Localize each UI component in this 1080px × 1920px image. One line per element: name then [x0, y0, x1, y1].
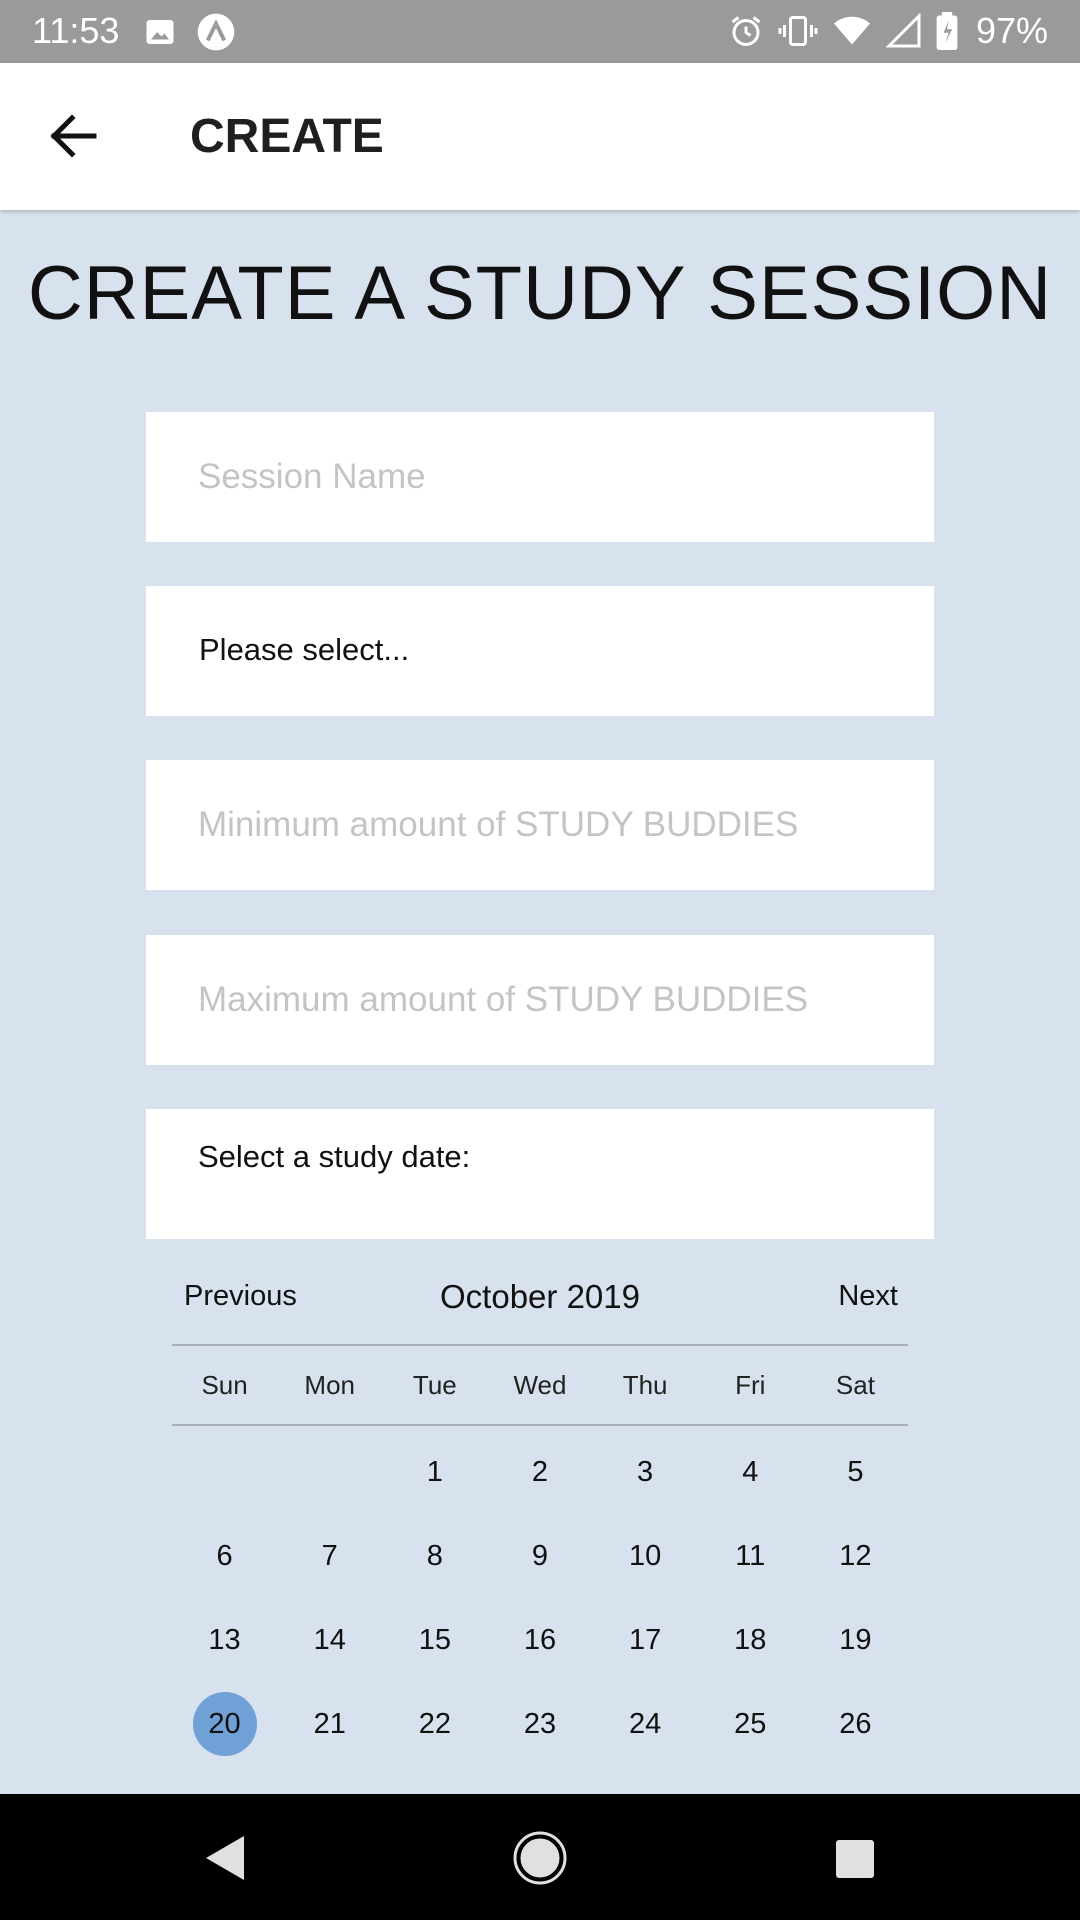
calendar-day-number — [298, 1440, 362, 1504]
nav-home-icon — [512, 1830, 568, 1886]
calendar-day-cell[interactable] — [172, 1514, 277, 1598]
image-icon — [142, 14, 178, 50]
calendar-day-cell[interactable] — [382, 1514, 487, 1598]
max-buddies-input[interactable] — [146, 935, 934, 1065]
weekday-label: Sun — [201, 1370, 248, 1400]
calendar-day-number: 12 — [839, 1539, 872, 1572]
calendar-day-number: 17 — [628, 1623, 662, 1656]
calendar-day-cell[interactable] — [172, 1598, 277, 1682]
calendar-day-cell[interactable] — [172, 1682, 277, 1766]
arrow-left-icon — [42, 111, 104, 161]
calendar-day-number: 26 — [839, 1707, 872, 1740]
calendar-day-cell[interactable] — [698, 1598, 803, 1682]
calendar-day-cell[interactable] — [382, 1682, 487, 1766]
calendar-grid — [172, 1426, 908, 1766]
calendar-day-cell[interactable] — [803, 1682, 908, 1766]
calendar-day-number: 1 — [426, 1455, 443, 1488]
calendar-day-cell[interactable] — [277, 1514, 382, 1598]
min-buddies-input[interactable] — [146, 760, 934, 890]
subject-select[interactable] — [146, 586, 934, 716]
status-time: 11:53 — [32, 10, 120, 51]
calendar-day-number: 15 — [418, 1623, 451, 1656]
calendar-week-row — [172, 1514, 908, 1598]
calendar-day-number: 14 — [313, 1623, 346, 1656]
alarm-icon — [728, 13, 764, 49]
calendar-day-cell[interactable] — [593, 1430, 698, 1514]
weekday-label: Fri — [735, 1370, 766, 1400]
calendar-previous-button[interactable]: Previous — [184, 1280, 297, 1312]
calendar-day-number: 13 — [208, 1623, 241, 1656]
subject-select-value: Please select... — [199, 632, 410, 667]
calendar-day-cell[interactable] — [698, 1430, 803, 1514]
calendar-empty-cell — [277, 1430, 382, 1514]
weekday-label: Tue — [412, 1370, 457, 1400]
app-bar-title: CREATE — [190, 110, 384, 163]
back-button[interactable] — [42, 111, 104, 161]
calendar-day-number: 6 — [216, 1539, 233, 1572]
calendar-day-number: 7 — [321, 1539, 338, 1572]
calendar-day-cell[interactable] — [593, 1682, 698, 1766]
calendar-day-cell[interactable] — [593, 1514, 698, 1598]
calendar-day-number: 3 — [637, 1455, 654, 1488]
weekday-label: Thu — [622, 1370, 668, 1400]
calendar-day-number: 9 — [531, 1539, 549, 1572]
calendar-nav — [172, 1260, 908, 1344]
calendar-week-row — [172, 1598, 908, 1682]
weekday-label: Wed — [513, 1370, 567, 1400]
wifi-icon — [832, 13, 872, 49]
calendar-day-selected: 20 — [193, 1692, 257, 1756]
battery-icon — [936, 12, 958, 50]
calendar-day-cell[interactable] — [277, 1598, 382, 1682]
calendar-day-cell[interactable] — [382, 1430, 487, 1514]
calendar-day-number: 11 — [735, 1539, 766, 1572]
session-name-input[interactable] — [146, 412, 934, 542]
nav-back-icon — [198, 1830, 254, 1886]
calendar-month-label: October 2019 — [440, 1278, 640, 1315]
calendar-day-number: 5 — [847, 1455, 864, 1488]
study-date-field — [146, 1109, 934, 1239]
calendar-week-row — [172, 1430, 908, 1514]
app-icon — [196, 12, 236, 52]
calendar-empty-cell — [172, 1430, 277, 1514]
calendar-day-number — [193, 1440, 257, 1504]
calendar-day-number: 21 — [313, 1707, 346, 1740]
calendar-weekday-header — [172, 1344, 908, 1426]
weekday-label: Sat — [835, 1370, 875, 1400]
app-bar — [0, 63, 1080, 210]
session-name-field — [146, 412, 934, 542]
page-title: CREATE A STUDY SESSION — [27, 251, 1053, 336]
calendar-day-cell[interactable] — [803, 1514, 908, 1598]
vibrate-icon — [778, 13, 818, 49]
calendar-day-cell[interactable] — [803, 1430, 908, 1514]
signal-icon — [886, 13, 922, 49]
study-date-label: Select a study date: — [198, 1139, 471, 1174]
nav-back-button[interactable] — [198, 1830, 254, 1886]
status-bar — [0, 0, 1080, 63]
calendar-day-number: 18 — [734, 1623, 767, 1656]
status-notification-icons — [142, 12, 236, 52]
calendar-day-cell[interactable] — [487, 1514, 592, 1598]
status-system-icons — [728, 10, 1048, 52]
calendar-day-number: 22 — [418, 1707, 451, 1740]
calendar-day-number: 24 — [628, 1707, 662, 1740]
calendar-day-number: 19 — [839, 1623, 872, 1656]
min-buddies-field — [146, 760, 934, 890]
calendar-day-cell[interactable] — [382, 1598, 487, 1682]
calendar-week-row — [172, 1682, 908, 1766]
calendar-day-cell[interactable] — [487, 1682, 592, 1766]
calendar-day-cell[interactable] — [593, 1598, 698, 1682]
calendar-day-cell[interactable] — [277, 1682, 382, 1766]
calendar-day-number: 23 — [523, 1707, 557, 1740]
calendar-day-number: 16 — [523, 1623, 557, 1656]
max-buddies-field — [146, 935, 934, 1065]
calendar-day-cell[interactable] — [487, 1430, 592, 1514]
calendar-day-cell[interactable] — [698, 1682, 803, 1766]
system-nav-bar — [0, 1794, 1080, 1920]
calendar-day-cell[interactable] — [803, 1598, 908, 1682]
calendar-day-cell[interactable] — [487, 1598, 592, 1682]
calendar-day-number: 4 — [742, 1455, 759, 1488]
nav-home-button[interactable] — [512, 1830, 568, 1886]
weekday-label: Mon — [304, 1370, 355, 1400]
calendar-next-button[interactable]: Next — [838, 1280, 898, 1312]
calendar-day-number: 25 — [734, 1707, 767, 1740]
calendar-day-cell[interactable] — [698, 1514, 803, 1598]
calendar-day-number: 2 — [531, 1455, 549, 1488]
battery-percent: 97% — [975, 10, 1048, 51]
calendar-day-number: 8 — [426, 1539, 443, 1572]
calendar — [172, 1260, 908, 1766]
calendar-day-number: 10 — [628, 1539, 662, 1572]
nav-recents-button[interactable] — [826, 1830, 882, 1886]
nav-recents-icon — [826, 1830, 882, 1886]
